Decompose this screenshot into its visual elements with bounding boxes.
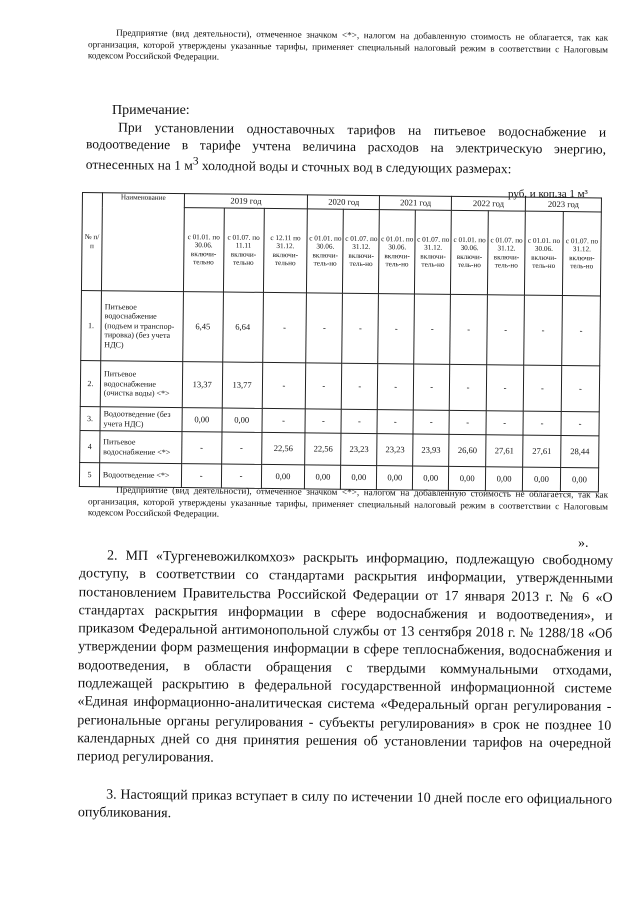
note-text bbox=[86, 119, 607, 178]
table-row bbox=[81, 290, 601, 365]
cell-value: - bbox=[221, 464, 261, 488]
cell-value: 6,64 bbox=[222, 292, 263, 362]
cell-value: 23,93 bbox=[413, 434, 449, 466]
table-units: руб. и коп.за 1 м³ bbox=[508, 188, 588, 200]
cell-value: 0,00 bbox=[341, 465, 377, 489]
row-number: 1. bbox=[81, 290, 102, 360]
row-name: Питьевое водоснабжение <*> bbox=[100, 431, 182, 464]
cell-value: - bbox=[221, 432, 261, 464]
cell-value: 0,00 bbox=[182, 408, 222, 432]
note-text-part1: При установлении одноставочных тарифов на питьевое водоснабжение и водоотведение в тарифе учтена величина расходов на электрическую энергию, отнесенных на 1 м bbox=[85, 119, 607, 173]
row-number: 5 bbox=[79, 462, 99, 486]
header-year: 2023 год bbox=[525, 197, 601, 212]
cell-value: - bbox=[341, 409, 377, 433]
header-period: с 01.01. по 30.06. включи-тель-но bbox=[307, 209, 344, 293]
cell-value: - bbox=[262, 408, 306, 432]
cell-value: 27,61 bbox=[523, 435, 561, 467]
header-period: с 01.01. по 30.06. включи-тель-но bbox=[379, 210, 416, 294]
cell-value: - bbox=[413, 364, 449, 410]
table-row bbox=[80, 360, 599, 411]
cell-value: 0,00 bbox=[449, 466, 486, 490]
header-period: с 01.07. по 31.12. включи-тель-но bbox=[343, 209, 380, 293]
footnote-bottom: Предприятие (вид деятельности), отмеченное значком <*>, налогом на добавленную стоимость не облагается, так как организация, которой утверждены указанные тарифы, применяет специальный налоговый режим в соответствии с Налоговым кодексом Российской Федерации. bbox=[87, 484, 609, 519]
note-text-part2: холодной воды и сточных вод в следующих размерах: bbox=[198, 157, 512, 177]
cell-value: 0,00 bbox=[560, 468, 598, 492]
cell-value: - bbox=[181, 464, 221, 488]
header-name: Наименование bbox=[101, 193, 184, 292]
row-name: Питьевое водоснабжение (подъем и транспор-тировка) (без учета НДС) bbox=[101, 291, 184, 362]
cell-value: - bbox=[414, 294, 451, 364]
cell-value: - bbox=[524, 295, 563, 365]
footnote-top: Предприятие (вид деятельности), отмеченное значком <*>, налогом на добавленную стоимость не облагается, так как организация, которой утверждены указанные тарифы, применяет специальный налоговый режим в соответствии с Налоговым кодексом Российской Федерации. bbox=[87, 27, 609, 62]
cell-value: - bbox=[449, 410, 486, 434]
header-period: с 01.07. по 31.12. включи-тель-но bbox=[562, 212, 601, 296]
cell-value: - bbox=[306, 293, 343, 363]
row-number: 3. bbox=[80, 406, 100, 430]
cell-value: - bbox=[262, 362, 306, 408]
cell-value: 26,60 bbox=[449, 434, 486, 466]
cell-value: - bbox=[342, 293, 379, 363]
cell-value: - bbox=[342, 363, 378, 409]
cell-value: 22,56 bbox=[305, 433, 341, 465]
cell-value: - bbox=[413, 410, 449, 434]
paragraph-3: 3. Настоящий приказ вступает в силу по истечении 10 дней после его официального опубликования. bbox=[77, 787, 613, 822]
row-name: Водоотведение <*> bbox=[99, 463, 181, 488]
cell-value: - bbox=[523, 411, 561, 435]
cell-value: 23,23 bbox=[377, 434, 413, 466]
cell-value: - bbox=[306, 363, 342, 409]
cell-value: - bbox=[262, 292, 307, 362]
header-period: с 12.11 по 31.12. включи-тельно bbox=[263, 208, 308, 292]
header-period: с 01.07. по 31.12. включи-тель-но bbox=[415, 210, 452, 294]
cell-value: - bbox=[305, 409, 341, 433]
cell-value: 0,00 bbox=[413, 466, 449, 490]
note-title: Примечание: bbox=[112, 103, 190, 118]
header-year: 2022 год bbox=[451, 196, 525, 211]
row-number: 4 bbox=[80, 430, 100, 462]
header-period: с 01.07. по 31.12. включи-тель-но bbox=[488, 211, 526, 295]
cell-value: - bbox=[377, 410, 413, 434]
cell-value: - bbox=[523, 365, 561, 411]
cell-value: 13,37 bbox=[182, 362, 222, 408]
cell-value: - bbox=[561, 366, 600, 412]
cell-value: 0,00 bbox=[377, 466, 413, 490]
header-year: 2021 год bbox=[380, 196, 452, 211]
cell-value: - bbox=[378, 294, 415, 364]
cell-value: 0,00 bbox=[222, 408, 262, 432]
cell-value: - bbox=[449, 364, 486, 410]
cell-value: - bbox=[450, 294, 488, 364]
header-period: с 01.01. по 30.06. включи-тель-но bbox=[524, 211, 563, 295]
cell-value: 6,45 bbox=[182, 292, 223, 362]
cell-value: 0,00 bbox=[261, 464, 305, 488]
cell-value: 13,77 bbox=[222, 362, 262, 408]
row-name: Питьевое водоснабжение (очистка воды) <*> bbox=[100, 361, 182, 408]
header-year: 2020 год bbox=[308, 195, 380, 210]
cell-value: 0,00 bbox=[305, 465, 341, 489]
cell-value: 27,61 bbox=[486, 435, 523, 467]
cell-value: - bbox=[378, 364, 414, 410]
header-period: с 01.01. по 30.06. включи-тельно bbox=[183, 208, 224, 292]
header-number: № п/п bbox=[81, 193, 102, 291]
cell-value: 0,00 bbox=[486, 467, 523, 491]
note-text-superscript: 3 bbox=[192, 155, 199, 168]
cell-value: - bbox=[561, 412, 599, 436]
table-row bbox=[80, 430, 599, 467]
cell-value: 23,23 bbox=[341, 433, 377, 465]
row-number: 2. bbox=[80, 360, 100, 406]
cell-value: - bbox=[562, 296, 601, 366]
header-period: с 01.07. по 11.11 включи-тельно bbox=[223, 208, 264, 292]
paragraph-2: 2. МП «Тургеневожилкомхоз» раскрыть информацию, подлежащую свободному доступу, в соответствии со стандартами раскрытия информации, утвержденными постановлением Правительства Российской Федерации от 17 января 2013 г. № 6 «О стандартах раскрытия информации в сфере водоснабжения и водоотведения», и приказом Федеральной антимонопольной службы от 13 сентября 2018 г. № 1288/18 «Об утверждении форм размещения информации в сфере теплоснабжения, водоснабжения и водоотведения, в области обращения с твердыми коммунальными отходами, подлежащей раскрытию в федеральной государственной информационной системе «Единая информационно-аналитическая система «Федеральный орган регулирования - региональные органы регулирования - субъекты регулирования» в срок не позднее 10 календарных дней со дня принятия решения об установлении тарифов на очередной период регулирования. bbox=[76, 548, 614, 766]
closing-quote: ». bbox=[578, 536, 589, 551]
header-period: с 01.01. по 30.06. включи-тель-но bbox=[451, 210, 489, 294]
electricity-cost-table bbox=[79, 192, 602, 492]
cell-value: - bbox=[486, 365, 523, 411]
cell-value: - bbox=[181, 432, 221, 464]
row-name: Водоотведение (без учета НДС) bbox=[100, 407, 182, 432]
cell-value: 28,44 bbox=[561, 436, 599, 468]
header-year: 2019 год bbox=[184, 194, 308, 209]
cell-value: 22,56 bbox=[261, 432, 305, 464]
cell-value: - bbox=[487, 295, 525, 365]
cell-value: - bbox=[486, 411, 523, 435]
cell-value: 0,00 bbox=[522, 467, 560, 491]
